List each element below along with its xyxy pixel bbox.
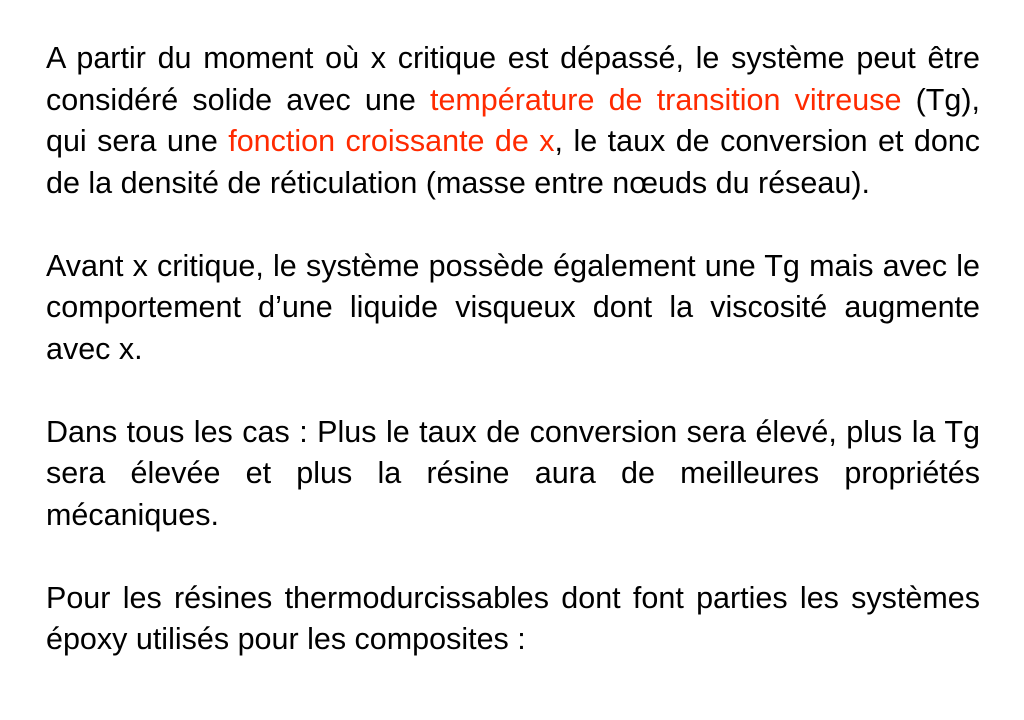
paragraph-text: , le taux de conversion et donc de la densité de réticulation (masse entre nœuds du réseau). xyxy=(46,124,981,200)
highlight-glass-transition-temperature: température de transition vitreuse xyxy=(429,82,902,117)
paragraph-all-cases: Dans tous les cas : Plus le taux de conversion sera élevé, plus la Tg sera élevée et plus la résine aura de meilleures propriétés mécaniques. xyxy=(46,414,980,532)
paragraph-before-critical: Avant x critique, le système possède également une Tg mais avec le comportement d’une liquide visqueux dont la viscosité augmente avec x. xyxy=(46,248,980,366)
paragraph-text: (Tg), qui sera une xyxy=(46,82,980,158)
paragraph-text: A partir du moment où x critique est dépassé, le système peut être considéré solide avec une xyxy=(46,41,980,117)
paragraph-thermosets: Pour les résines thermodurcissables dont font parties les systèmes époxy utilisés pour les composites : xyxy=(46,580,980,656)
highlight-increasing-function: fonction croissante de x xyxy=(228,124,555,158)
paragraph-glass-transition xyxy=(46,38,980,204)
slide-body xyxy=(46,38,980,661)
